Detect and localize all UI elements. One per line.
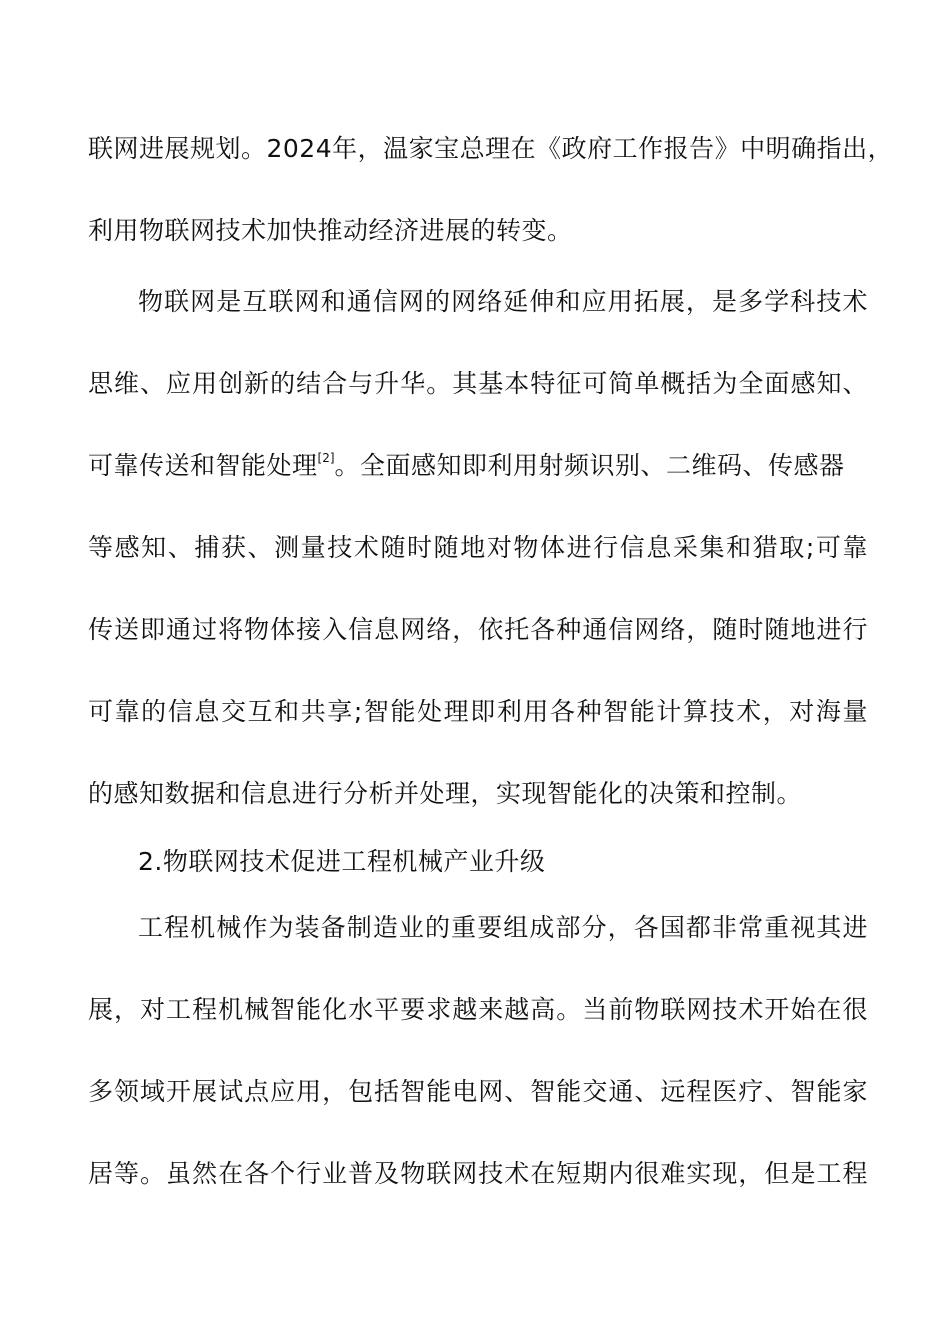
- paragraph-line: 传送即通过将物体接入信息网络，依托各种通信网络，随时随地进行: [88, 615, 868, 644]
- paragraph-line: 的感知数据和信息进行分析并处理，实现智能化的决策和控制。: [88, 779, 803, 808]
- paragraph-line: 展，对工程机械智能化水平要求越来越高。当前物联网技术开始在很: [88, 995, 868, 1024]
- paragraph-line: 物联网是互联网和通信网的网络延伸和应用拓展，是多学科技术: [138, 287, 868, 316]
- paragraph-line: 工程机械作为装备制造业的重要组成部分，各国都非常重视其进: [138, 913, 868, 942]
- paragraph-line: 利用物联网技术加快推动经济进展的转变。: [88, 216, 573, 245]
- paragraph-text: 可靠传送和智能处理: [88, 451, 318, 480]
- paragraph-line: 居等。虽然在各个行业普及物联网技术在短期内很难实现，但是工程: [88, 1159, 868, 1188]
- paragraph-line: 多领域开展试点应用，包括智能电网、智能交通、远程医疗、智能家: [88, 1077, 868, 1106]
- paragraph-line: 思维、应用创新的结合与升华。其基本特征可简单概括为全面感知、: [88, 369, 868, 398]
- section-heading: 2.物联网技术促进工程机械产业升级: [138, 847, 546, 876]
- paragraph-line: 等感知、捕获、测量技术随时随地对物体进行信息采集和猎取;可靠: [88, 533, 868, 562]
- paragraph-line: 可靠的信息交互和共享;智能处理即利用各种智能计算技术，对海量: [88, 697, 868, 726]
- paragraph-line: [88, 367, 868, 401]
- paragraph-line-with-citation: [88, 449, 868, 483]
- paragraph-text: 。全面感知即利用射频识别、二维码、传感器: [334, 451, 845, 480]
- citation-marker: [2]: [317, 451, 335, 465]
- paragraph-line: 联网进展规划。2024年，温家宝总理在《政府工作报告》中明确指出，: [88, 134, 894, 163]
